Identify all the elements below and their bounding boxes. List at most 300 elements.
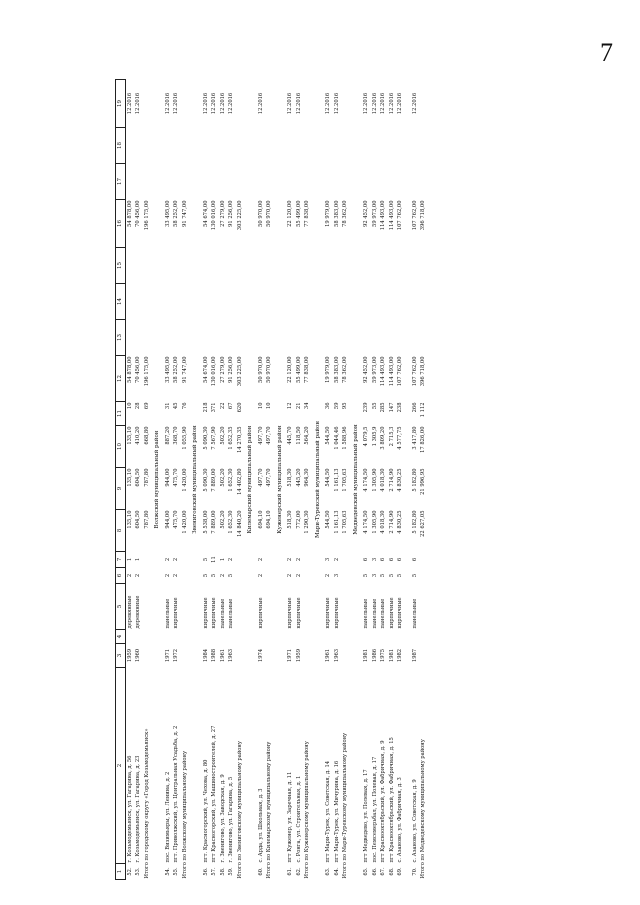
table-cell: 12 (287, 402, 294, 410)
total-cell: 10 (266, 402, 273, 410)
table-cell: 58 252,00 (173, 356, 180, 383)
table-cell (411, 630, 420, 644)
table-cell: 12.2016 (380, 92, 387, 115)
total-cell: 1 588,96 (342, 426, 349, 450)
table-cell (228, 320, 237, 356)
total-row (342, 80, 351, 880)
total-cell (342, 128, 351, 164)
table-cell: 58. (219, 867, 226, 876)
table-cell: 55. (173, 867, 180, 876)
table-cell: 368,70 (173, 426, 180, 445)
table-cell (325, 248, 334, 284)
table-cell (333, 164, 342, 200)
total-cell (420, 164, 429, 200)
total-cell (342, 630, 351, 644)
total-cell (342, 164, 351, 200)
total-label: Итого по городскому округу «Город Козьмодемьянск» (143, 728, 150, 879)
table-cell (202, 164, 211, 200)
table-cell: 12.2016 (333, 92, 340, 115)
table-cell (228, 164, 237, 200)
table-cell: 12.2016 (228, 92, 235, 115)
table-cell (371, 320, 380, 356)
total-cell (143, 248, 152, 284)
total-cell (420, 80, 429, 128)
total-cell: 14 840,20 (236, 510, 243, 537)
total-cell (143, 284, 152, 320)
total-cell (236, 284, 245, 320)
table-row (295, 80, 304, 880)
table-cell: 22 120,00 (287, 200, 294, 227)
table-cell: 5 090,30 (202, 468, 209, 492)
table-cell: 19 979,00 (325, 200, 332, 227)
total-cell (420, 630, 429, 644)
table-cell (295, 128, 304, 164)
table-cell: кирпичные (295, 597, 302, 629)
total-cell (304, 644, 313, 668)
table-cell (397, 284, 406, 320)
table-cell: 1 305,90 (371, 510, 378, 534)
total-cell (236, 320, 245, 356)
table-cell (388, 248, 397, 284)
table-row (287, 80, 296, 880)
table-cell: 56. (202, 867, 209, 876)
total-row (181, 80, 190, 880)
table-cell: 59. (228, 867, 235, 876)
table-row (228, 80, 237, 880)
table-row (397, 80, 406, 880)
table-cell: 285 (380, 402, 387, 413)
table-cell (411, 164, 420, 200)
total-cell (420, 552, 429, 568)
table-cell: 135,10 (126, 426, 133, 445)
table-cell: 36 (325, 402, 332, 410)
table-cell: 5 (228, 573, 235, 578)
table-cell: 2 (287, 573, 294, 578)
total-cell: 620 (236, 402, 243, 413)
total-cell: 303 225,00 (236, 200, 243, 231)
total-cell (143, 552, 152, 568)
table-row (135, 80, 144, 880)
table-cell: кирпичные (388, 597, 395, 629)
table-cell (325, 128, 334, 164)
total-cell (181, 320, 190, 356)
table-cell: 65. (363, 867, 370, 876)
table-cell: 59 (333, 402, 340, 410)
column-number-header: 6 (116, 568, 126, 584)
table-cell: 33 495,00 (164, 200, 171, 227)
table-cell: 57. (211, 867, 218, 876)
table-cell: 19 979,00 (325, 356, 332, 383)
total-cell (181, 128, 190, 164)
table-cell: 5 (411, 573, 418, 578)
table-cell: 4 174,50 (363, 510, 370, 534)
table-cell (380, 128, 389, 164)
total-cell (420, 644, 429, 668)
table-cell (228, 128, 237, 164)
table-cell: 147 (388, 402, 395, 413)
table-cell: 1986 (371, 648, 378, 663)
table-cell (363, 164, 372, 200)
table-cell (211, 284, 220, 320)
total-label: Итого по Куженерскому муниципальному району (304, 741, 311, 879)
column-number-header: 18 (116, 128, 126, 164)
table-cell: 107 762,00 (411, 356, 418, 387)
total-cell (236, 568, 245, 584)
table-cell (295, 320, 304, 356)
table-cell: 61. (287, 867, 294, 876)
table-cell: 3 417,80 (411, 426, 418, 450)
total-cell (420, 128, 429, 164)
table-cell: 63. (325, 867, 332, 876)
table-cell: 5 538,00 (202, 510, 209, 534)
total-cell (304, 284, 313, 320)
table-cell: 2 (333, 557, 340, 562)
total-cell (304, 552, 313, 568)
table-cell: 10 (126, 402, 133, 410)
table-cell (135, 630, 144, 644)
table-cell: 12.2016 (164, 92, 171, 115)
total-cell: 34 (304, 402, 311, 410)
column-number-row (116, 80, 126, 880)
table-cell: 518,30 (287, 510, 294, 529)
table-cell: деревянные (126, 595, 133, 629)
table-cell: 4 577,75 (397, 426, 404, 450)
total-cell: 1 420,00 (181, 468, 188, 492)
table-cell: 54 674,00 (202, 356, 209, 383)
table-cell (333, 320, 342, 356)
table-row (219, 80, 228, 880)
table-cell: 3 (371, 573, 378, 578)
table-cell (228, 284, 237, 320)
table-cell (287, 630, 296, 644)
total-cell (304, 164, 313, 200)
table-cell: 60. (257, 867, 264, 876)
total-cell (342, 320, 351, 356)
total-cell (420, 320, 429, 356)
table-cell: 1971 (164, 648, 171, 663)
total-cell: 1 112 (420, 402, 427, 418)
table-cell: 5 (202, 557, 209, 562)
total-cell (342, 248, 351, 284)
table-cell: 1 161,13 (333, 510, 340, 534)
table-cell (380, 164, 389, 200)
table-cell (363, 284, 372, 320)
table-cell (135, 320, 144, 356)
table-cell (126, 164, 135, 200)
total-label: Итого по Килемарскому муниципальному району (266, 741, 273, 879)
table-cell: 6 (397, 557, 404, 562)
housing-repair-table (115, 79, 429, 880)
table-row (388, 80, 397, 880)
column-number-header: 2 (116, 668, 126, 864)
table-cell: 107 762,00 (411, 200, 418, 231)
table-cell (164, 284, 173, 320)
table-cell: деревянные (135, 595, 142, 629)
table-cell: 1984 (202, 648, 209, 663)
total-cell: 91 747,00 (181, 200, 188, 227)
total-cell (266, 248, 275, 284)
table-cell: панельные (228, 598, 235, 629)
table-cell (397, 128, 406, 164)
table-cell: 1972 (173, 648, 180, 663)
table-cell (363, 248, 372, 284)
total-label: Итого по Мари-Турекскому муниципальному району (342, 732, 349, 879)
total-cell (236, 584, 245, 630)
table-cell (287, 128, 296, 164)
table-row (211, 80, 220, 880)
total-cell: 22 627,05 (420, 510, 427, 537)
total-cell: 196 175,00 (143, 356, 150, 387)
table-cell (388, 320, 397, 356)
table-cell (295, 630, 304, 644)
district-name: Медведевский муниципальный район (352, 424, 359, 535)
table-cell (388, 164, 397, 200)
total-cell (420, 584, 429, 630)
total-cell: 196 175,00 (143, 200, 150, 231)
table-row (371, 80, 380, 880)
column-number-header: 12 (116, 356, 126, 402)
total-cell (181, 284, 190, 320)
table-cell (287, 284, 296, 320)
table-cell: 371 (211, 402, 218, 413)
table-cell: 1982 (397, 648, 404, 663)
table-cell: 58 383,00 (333, 200, 340, 227)
table-cell (257, 630, 266, 644)
table-cell: 6 (388, 557, 395, 562)
table-cell: 12.2016 (287, 92, 294, 115)
total-cell (181, 568, 190, 584)
table-cell: 2 714,90 (388, 468, 395, 492)
table-cell: 497,70 (257, 426, 264, 445)
table-row (411, 80, 420, 880)
table-cell (397, 630, 406, 644)
table-cell: 4 830,25 (397, 510, 404, 534)
table-cell (126, 630, 135, 644)
district-name: Килемарский муниципальный район (247, 425, 254, 534)
table-cell: 2 (287, 557, 294, 562)
rotated-table-container (115, 80, 635, 880)
table-cell: кирпичные (397, 597, 404, 629)
table-cell: 772,00 (295, 510, 302, 529)
table-cell: 2 (257, 573, 264, 578)
table-cell (325, 630, 334, 644)
table-cell: 4 174,50 (363, 468, 370, 492)
total-cell (143, 128, 152, 164)
table-cell: 1 652,30 (228, 510, 235, 534)
address-cell: г. Звенигово, ул. Гагарина, д. 5 (228, 776, 235, 863)
table-cell: панельные (380, 598, 387, 629)
table-cell (202, 320, 211, 356)
table-row (164, 80, 173, 880)
table-cell: кирпичные (333, 597, 340, 629)
total-cell: 964,30 (304, 468, 311, 487)
table-cell: 604,50 (135, 510, 142, 529)
table-cell: кирпичные (257, 597, 264, 629)
total-row (304, 80, 313, 880)
table-cell (411, 320, 420, 356)
table-cell: 2 714,90 (388, 510, 395, 534)
total-cell (143, 568, 152, 584)
table-cell: 1 (126, 557, 133, 562)
table-cell: 5 (202, 573, 209, 578)
address-cell: пгт Медведево, ул. Полевая, д. 17 (363, 769, 370, 863)
table-cell: панельные (371, 598, 378, 629)
table-cell (388, 284, 397, 320)
total-cell (420, 284, 429, 320)
table-cell (126, 284, 135, 320)
table-cell: 3 809,20 (380, 426, 387, 450)
table-cell (388, 128, 397, 164)
table-cell (333, 248, 342, 284)
table-cell: 2 (126, 573, 133, 578)
table-cell: 544,50 (325, 426, 332, 445)
table-cell: кирпичные (211, 597, 218, 629)
table-cell: 5 090,30 (202, 426, 209, 450)
page-number: 7 (600, 38, 613, 67)
table-cell (126, 248, 135, 284)
table-cell (135, 128, 144, 164)
column-number-header: 8 (116, 510, 126, 552)
table-cell (219, 284, 228, 320)
table-cell: 6 (363, 557, 370, 562)
total-cell (420, 568, 429, 584)
table-cell: 55 499,00 (295, 200, 302, 227)
table-cell: 12.2016 (411, 92, 418, 115)
address-cell: с. Азаново, ул. Фабричная, д. 3 (397, 777, 404, 863)
table-cell: 2 (135, 573, 142, 578)
table-row (325, 80, 334, 880)
table-cell (228, 630, 237, 644)
table-cell: 1 305,90 (371, 468, 378, 492)
table-cell: 58 252,00 (173, 200, 180, 227)
table-cell: 6 (380, 557, 387, 562)
table-cell (257, 128, 266, 164)
table-cell: 1988 (211, 648, 218, 663)
table-cell (287, 164, 296, 200)
table-cell (371, 630, 380, 644)
table-cell: 12.2016 (388, 92, 395, 115)
table-cell: 12.2016 (257, 92, 264, 115)
table-cell: 67. (380, 867, 387, 876)
table-cell: 475,70 (173, 510, 180, 529)
table-cell: 887,20 (164, 426, 171, 445)
table-cell: 10 (257, 402, 264, 410)
total-cell (266, 128, 275, 164)
table-cell: 12.2016 (126, 92, 133, 115)
table-cell: 11 (211, 556, 218, 563)
table-cell (325, 320, 334, 356)
table-cell: 118,50 (295, 426, 302, 445)
table-cell (173, 630, 182, 644)
table-cell: 114 493,00 (388, 356, 395, 387)
table-cell: 1 (219, 557, 226, 562)
table-cell: 4 018,30 (380, 468, 387, 492)
table-cell (397, 164, 406, 200)
table-cell: 27 279,00 (219, 200, 226, 227)
total-cell (143, 320, 152, 356)
table-cell (333, 284, 342, 320)
table-cell: 694,10 (257, 510, 264, 529)
table-body (126, 80, 429, 880)
total-row (420, 80, 429, 880)
table-cell: 7 567,90 (211, 426, 218, 450)
column-number-header: 11 (116, 402, 126, 426)
table-cell: 53. (135, 867, 142, 876)
address-cell: пос. Визимьяры, ул. Ленина, д. 2 (164, 771, 171, 863)
total-cell: 50 970,00 (266, 356, 273, 383)
table-cell: 5 182,80 (411, 510, 418, 534)
table-cell: 92 452,00 (363, 200, 370, 227)
table-cell (211, 630, 220, 644)
table-cell (363, 630, 372, 644)
table-cell: 445,20 (295, 468, 302, 487)
table-cell (173, 128, 182, 164)
total-cell (342, 584, 351, 630)
table-cell: 944,00 (164, 468, 171, 487)
table-cell: 114 493,00 (380, 356, 387, 387)
table-cell (173, 284, 182, 320)
table-cell: 502,20 (219, 510, 226, 529)
column-number-header: 19 (116, 80, 126, 128)
table-cell (363, 128, 372, 164)
total-cell (266, 644, 275, 668)
total-row (236, 80, 245, 880)
table-cell: 5 (397, 573, 404, 578)
total-cell (304, 128, 313, 164)
table-cell: 5 182,80 (411, 468, 418, 492)
district-heading-row (313, 80, 325, 880)
district-heading-row (351, 80, 363, 880)
table-cell: кирпичные (173, 597, 180, 629)
table-cell: 54 878,00 (126, 356, 133, 383)
column-number-header: 16 (116, 200, 126, 248)
table-cell: 21 (295, 402, 302, 410)
table-cell: 1959 (295, 648, 302, 663)
table-cell: 2 (295, 573, 302, 578)
table-cell: 518,30 (287, 468, 294, 487)
table-cell: 5 (363, 573, 370, 578)
table-cell: панельные (411, 598, 418, 629)
table-cell: 2 715,3 (388, 426, 395, 447)
table-cell: 3 (333, 573, 340, 578)
table-cell (219, 630, 228, 644)
total-cell: 668,80 (143, 426, 150, 445)
table-cell: 1 044,46 (333, 426, 340, 450)
table-cell: 944,00 (164, 510, 171, 529)
total-cell (143, 164, 152, 200)
column-number-header: 17 (116, 164, 126, 200)
address-cell: пгт Мари-Турек, ул. Мичурина, д. 16 (333, 760, 340, 863)
total-cell: 1 055,90 (181, 426, 188, 450)
district-heading-row (245, 80, 257, 880)
table-cell (287, 320, 296, 356)
table-cell: 130 016,00 (211, 200, 218, 231)
table-cell: 7 889,00 (211, 510, 218, 534)
total-cell (181, 584, 190, 630)
total-cell: 50 970,00 (266, 200, 273, 227)
total-cell (266, 630, 275, 644)
table-cell: 2 (228, 557, 235, 562)
table-cell: 33 495,00 (164, 356, 171, 383)
address-cell: пгт. Приволжский, ул. Центральная Усадьба, д. 2 (173, 725, 180, 863)
table-cell: 66. (371, 867, 378, 876)
total-cell (266, 164, 275, 200)
table-cell (371, 164, 380, 200)
table-cell: 2 (295, 557, 302, 562)
table-cell: 5 (380, 573, 387, 578)
table-cell (164, 320, 173, 356)
total-cell (181, 552, 190, 568)
